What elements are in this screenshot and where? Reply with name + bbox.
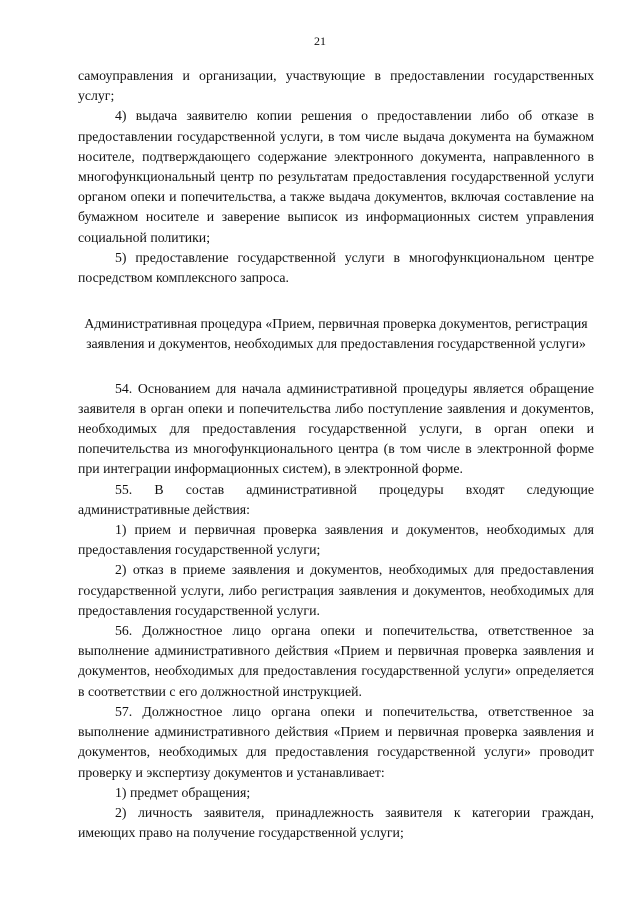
paragraph-57-item-1: 1) предмет обращения;	[115, 784, 251, 800]
paragraph-item-5: 5) предоставление государственной услуги в многофункциональном центре посредством комплексного запроса.	[78, 249, 594, 286]
page-number: 21	[314, 34, 326, 48]
paragraph-55-item-2: 2) отказ в приеме заявления и документов, необходимых для предоставления государственной услуги, либо регистрация заявления и документов, необходимых для предоставления государственной услуги.	[78, 562, 594, 618]
paragraph-item-4: 4) выдача заявителю копии решения о предоставлении либо об отказе в предоставлении государственной услуги, в том числе выдача документа на бумажном носителе, подтверждающего содержание электронного документа, направленного в многофункциональный центр по результатам предоставления государственной услуги органом опеки и попечительства, а также выдача документов, включая составление на бумажном носителе и заверение выписок из информационных систем управления социальной политики;	[78, 108, 594, 245]
paragraph-55: 55. В состав административной процедуры входят следующие административные действия:	[78, 481, 594, 517]
paragraph-56: 56. Должностное лицо органа опеки и попечительства, ответственное за выполнение административного действия «Прием и первичная проверка заявления и документов, необходимых для предоставления государственной услуги» определяется в соответствии с его должностной инструкцией.	[78, 623, 594, 699]
section-heading: Административная процедура «Прием, первичная проверка документов, регистрация заявления и документов, необходимых для предоставления государственной услуги»	[84, 316, 588, 352]
paragraph-continuation: самоуправления и организации, участвующие в предоставлении государственных услуг;	[78, 68, 594, 104]
paragraph-54: 54. Основанием для начала административной процедуры является обращение заявителя в орган опеки и попечительства либо поступление заявления и документов, необходимых для предоставления государственной услуги, в орган опеки и попечительства из многофункционального центра (в том числе в электронной форме при интеграции информационных систем), в электронной форме.	[78, 380, 594, 477]
document-body	[78, 66, 594, 843]
paragraph-57: 57. Должностное лицо органа опеки и попечительства, ответственное за выполнение административного действия «Прием и первичная проверка заявления и документов, необходимых для предоставления государственной услуги» проводит проверку и экспертизу документов и устанавливает:	[78, 703, 594, 780]
paragraph-57-item-2: 2) личность заявителя, принадлежность заявителя к категории граждан, имеющих право на получение государственной услуги;	[78, 804, 594, 841]
paragraph-55-item-1: 1) прием и первичная проверка заявления и документов, необходимых для предоставления государственной услуги;	[78, 522, 594, 558]
